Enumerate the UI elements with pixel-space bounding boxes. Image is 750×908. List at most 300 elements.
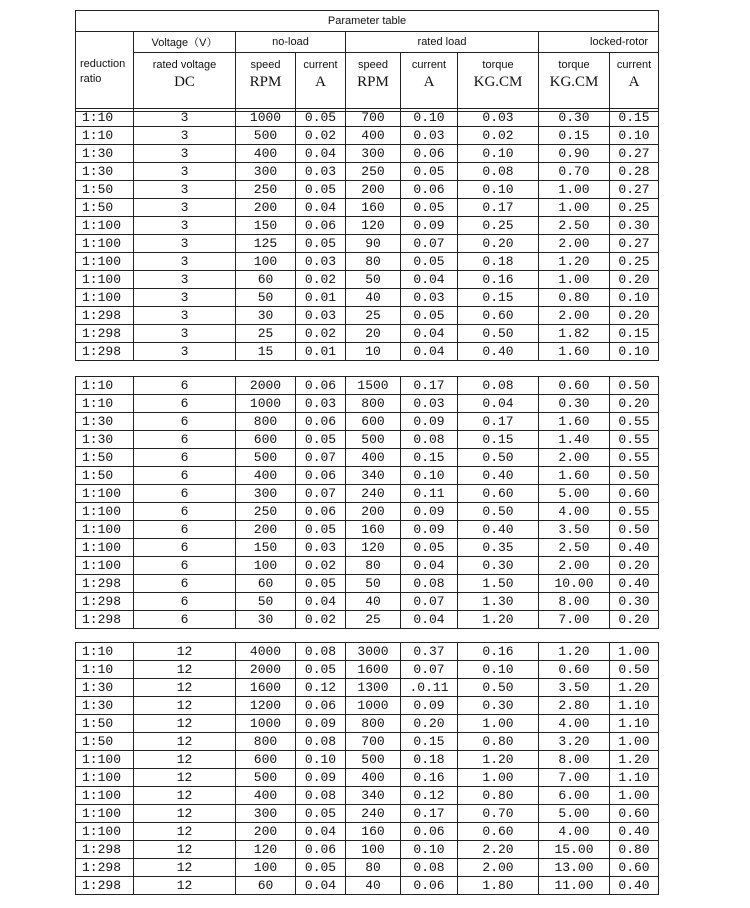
reduction-ratio-cell: 1:100 [76, 787, 134, 805]
table-row [76, 503, 659, 521]
locked-current-cell: 1.20 [610, 679, 659, 697]
rated-torque-cell: 0.10 [458, 181, 539, 199]
rated-voltage-cell: 12 [134, 733, 236, 751]
rated-current-cell: 0.07 [401, 661, 458, 679]
locked-torque-cell: 2.00 [539, 235, 610, 253]
rated-current-cell: 0.09 [401, 697, 458, 715]
rated-voltage-cell: 3 [134, 145, 236, 163]
rated-voltage-cell: 6 [134, 467, 236, 485]
locked-torque-cell: 4.00 [539, 715, 610, 733]
locked-current-cell: 0.55 [610, 449, 659, 467]
noload-current-cell: 0.03 [296, 395, 346, 413]
amp-unit: A [628, 74, 640, 90]
rated-voltage-cell: 12 [134, 679, 236, 697]
reduction-ratio-cell: 1:100 [76, 557, 134, 575]
noload-current-cell: 0.01 [296, 289, 346, 307]
rated-speed-cell: 50 [346, 271, 401, 289]
table-row [76, 235, 659, 253]
locked-torque-cell: 6.00 [539, 787, 610, 805]
reduction-ratio-cell: 1:30 [76, 697, 134, 715]
rated-current-cell: 0.17 [401, 377, 458, 395]
noload-current-cell: 0.04 [296, 145, 346, 163]
noload-current-cell: 0.04 [296, 823, 346, 841]
rpm-unit: RPM [249, 74, 282, 90]
rated-speed-cell: 1600 [346, 661, 401, 679]
table-row [76, 593, 659, 611]
no-load-current-header [296, 53, 346, 112]
rated-current-cell: 0.04 [401, 611, 458, 629]
noload-speed-cell: 2000 [236, 377, 296, 395]
reduction-ratio-cell: 1:298 [76, 841, 134, 859]
rated-torque-cell: 0.04 [458, 395, 539, 413]
locked-torque-cell: 0.60 [539, 661, 610, 679]
kgcm-unit: KG.CM [473, 74, 523, 90]
rated-current-cell: 0.08 [401, 431, 458, 449]
rated-speed-cell: 1500 [346, 377, 401, 395]
locked-torque-cell: 1.00 [539, 181, 610, 199]
locked-rotor-group-header: locked-rotor [539, 32, 659, 53]
noload-current-cell: 0.02 [296, 127, 346, 145]
rated-current-cell: 0.12 [401, 787, 458, 805]
rated-torque-cell: 1.00 [458, 769, 539, 787]
rated-speed-cell: 400 [346, 769, 401, 787]
rated-speed-cell: 800 [346, 395, 401, 413]
table-row [76, 751, 659, 769]
noload-speed-cell: 500 [236, 769, 296, 787]
rated-voltage-cell: 6 [134, 413, 236, 431]
rated-voltage-cell: 12 [134, 697, 236, 715]
locked-current-cell: 0.27 [610, 145, 659, 163]
locked-torque-cell: 4.00 [539, 823, 610, 841]
locked-current-cell: 0.20 [610, 307, 659, 325]
rated-torque-cell: 0.16 [458, 643, 539, 661]
noload-speed-cell: 100 [236, 859, 296, 877]
locked-torque-cell: 0.60 [539, 377, 610, 395]
reduction-ratio-cell: 1:100 [76, 539, 134, 557]
reduction-ratio-cell: 1:100 [76, 271, 134, 289]
table-row [76, 611, 659, 629]
reduction-ratio-cell: 1:50 [76, 733, 134, 751]
reduction-ratio-cell: 1:30 [76, 431, 134, 449]
rated-speed-header [346, 53, 401, 112]
noload-speed-cell: 300 [236, 485, 296, 503]
noload-speed-cell: 150 [236, 539, 296, 557]
current-label: current [616, 59, 652, 71]
locked-current-cell: 0.55 [610, 413, 659, 431]
reduction-ratio-cell: 1:50 [76, 715, 134, 733]
locked-current-cell: 0.50 [610, 661, 659, 679]
locked-torque-cell: 8.00 [539, 593, 610, 611]
noload-current-cell: 0.12 [296, 679, 346, 697]
rated-voltage-cell: 12 [134, 877, 236, 895]
table-block-6v [75, 376, 659, 629]
noload-speed-cell: 120 [236, 841, 296, 859]
table-row [76, 485, 659, 503]
rated-voltage-cell: 12 [134, 787, 236, 805]
locked-current-cell: 0.60 [610, 805, 659, 823]
rated-current-cell: 0.06 [401, 181, 458, 199]
noload-current-cell: 0.05 [296, 661, 346, 679]
table-row [76, 289, 659, 307]
noload-speed-cell: 250 [236, 181, 296, 199]
table-row [76, 325, 659, 343]
table-row [76, 575, 659, 593]
noload-speed-cell: 200 [236, 521, 296, 539]
rated-current-cell: 0.10 [401, 841, 458, 859]
noload-current-cell: 0.04 [296, 593, 346, 611]
noload-current-cell: 0.05 [296, 859, 346, 877]
table-row [76, 467, 659, 485]
rated-current-cell: 0.16 [401, 769, 458, 787]
noload-current-cell: 0.05 [296, 805, 346, 823]
locked-current-cell: 0.40 [610, 575, 659, 593]
no-load-group-header: no-load [236, 32, 346, 53]
locked-torque-cell: 13.00 [539, 859, 610, 877]
rated-voltage-cell: 6 [134, 485, 236, 503]
table-row [76, 127, 659, 145]
noload-speed-cell: 60 [236, 877, 296, 895]
rated-voltage-cell: 12 [134, 769, 236, 787]
rated-torque-cell: 0.60 [458, 485, 539, 503]
rated-voltage-cell: 6 [134, 539, 236, 557]
noload-speed-cell: 1000 [236, 715, 296, 733]
reduction-ratio-cell: 1:100 [76, 503, 134, 521]
table-row [76, 199, 659, 217]
rated-current-cell: 0.05 [401, 307, 458, 325]
reduction-ratio-cell: 1:10 [76, 377, 134, 395]
reduction-ratio-cell: 1:100 [76, 217, 134, 235]
table-row [76, 395, 659, 413]
rated-voltage-cell: 3 [134, 343, 236, 361]
rated-voltage-cell: 12 [134, 643, 236, 661]
rated-speed-cell: 700 [346, 733, 401, 751]
noload-current-cell: 0.02 [296, 611, 346, 629]
noload-speed-cell: 250 [236, 503, 296, 521]
table-row [76, 715, 659, 733]
reduction-ratio-cell: 1:10 [76, 643, 134, 661]
noload-speed-cell: 30 [236, 611, 296, 629]
noload-current-cell: 0.07 [296, 449, 346, 467]
voltage-group-header: Voltage（V） [134, 32, 236, 53]
rated-current-cell: 0.17 [401, 805, 458, 823]
rated-current-cell: 0.09 [401, 217, 458, 235]
locked-torque-cell: 1.60 [539, 467, 610, 485]
table-row [76, 343, 659, 361]
rated-torque-cell: 0.40 [458, 343, 539, 361]
noload-speed-cell: 500 [236, 449, 296, 467]
reduction-ratio-cell: 1:30 [76, 679, 134, 697]
rated-current-cell: 0.03 [401, 127, 458, 145]
reduction-ratio-cell: 1:100 [76, 235, 134, 253]
table-row [76, 217, 659, 235]
noload-current-cell: 0.05 [296, 235, 346, 253]
rated-voltage-cell: 12 [134, 859, 236, 877]
rpm-unit: RPM [357, 74, 389, 90]
noload-speed-cell: 100 [236, 557, 296, 575]
table-row [76, 449, 659, 467]
locked-current-cell: 0.55 [610, 431, 659, 449]
rated-speed-cell: 400 [346, 127, 401, 145]
table-row [76, 181, 659, 199]
table-row [76, 557, 659, 575]
rated-current-cell: 0.09 [401, 521, 458, 539]
rated-speed-cell: 240 [346, 805, 401, 823]
reduction-ratio-cell: 1:298 [76, 307, 134, 325]
noload-current-cell: 0.03 [296, 253, 346, 271]
rated-current-cell: 0.03 [401, 289, 458, 307]
rated-current-cell: 0.04 [401, 557, 458, 575]
reduction-ratio-cell: 1:10 [76, 109, 134, 127]
table-block-12v [75, 642, 659, 895]
rated-torque-cell: 0.25 [458, 217, 539, 235]
noload-speed-cell: 600 [236, 751, 296, 769]
rated-torque-cell: 0.15 [458, 289, 539, 307]
noload-speed-cell: 800 [236, 413, 296, 431]
noload-current-cell: 0.08 [296, 643, 346, 661]
rated-speed-cell: 40 [346, 593, 401, 611]
locked-torque-cell: 1.20 [539, 253, 610, 271]
rated-current-cell: 0.11 [401, 485, 458, 503]
rated-voltage-label: rated voltage [152, 59, 217, 71]
locked-current-cell: 0.20 [610, 611, 659, 629]
rated-voltage-cell: 12 [134, 841, 236, 859]
rated-voltage-cell: 3 [134, 217, 236, 235]
reduction-ratio-cell: 1:100 [76, 521, 134, 539]
rated-voltage-cell: 12 [134, 751, 236, 769]
rated-speed-cell: 3000 [346, 643, 401, 661]
reduction-ratio-cell: 1:100 [76, 751, 134, 769]
table-row [76, 431, 659, 449]
rated-voltage-cell: 3 [134, 325, 236, 343]
rated-torque-cell: 0.03 [458, 109, 539, 127]
noload-current-cell: 0.03 [296, 539, 346, 557]
locked-current-cell: 0.20 [610, 557, 659, 575]
locked-current-cell: 0.10 [610, 289, 659, 307]
rated-torque-cell: 0.15 [458, 431, 539, 449]
reduction-ratio-cell: 1:100 [76, 769, 134, 787]
rated-speed-cell: 50 [346, 575, 401, 593]
rated-torque-cell: 0.30 [458, 557, 539, 575]
rated-torque-cell: 0.70 [458, 805, 539, 823]
table-row [76, 539, 659, 557]
rated-torque-cell: 0.18 [458, 253, 539, 271]
rated-load-group-header: rated load [346, 32, 539, 53]
locked-current-cell: 0.50 [610, 521, 659, 539]
rated-voltage-cell: 3 [134, 109, 236, 127]
current-label: current [411, 59, 447, 71]
table-row [76, 805, 659, 823]
locked-current-cell: 0.50 [610, 467, 659, 485]
rated-speed-cell: 120 [346, 539, 401, 557]
rated-voltage-cell: 3 [134, 163, 236, 181]
reduction-ratio-cell: 1:10 [76, 395, 134, 413]
torque-label: torque [482, 59, 514, 71]
locked-torque-cell: 2.00 [539, 557, 610, 575]
rated-torque-cell: 2.20 [458, 841, 539, 859]
rated-current-header [401, 53, 458, 112]
locked-current-cell: 1.00 [610, 787, 659, 805]
noload-current-cell: 0.09 [296, 715, 346, 733]
rated-voltage-cell: 3 [134, 127, 236, 145]
rated-speed-cell: 300 [346, 145, 401, 163]
reduction-ratio-cell: 1:50 [76, 181, 134, 199]
noload-current-cell: 0.05 [296, 181, 346, 199]
rated-torque-header [458, 53, 539, 112]
rated-speed-cell: 250 [346, 163, 401, 181]
table-row [76, 271, 659, 289]
noload-speed-cell: 125 [236, 235, 296, 253]
rated-torque-cell: 0.80 [458, 787, 539, 805]
locked-current-cell: 0.55 [610, 503, 659, 521]
table-row [76, 661, 659, 679]
rated-speed-cell: 400 [346, 449, 401, 467]
noload-current-cell: 0.03 [296, 163, 346, 181]
rated-current-cell: 0.09 [401, 503, 458, 521]
noload-speed-cell: 30 [236, 307, 296, 325]
rated-speed-cell: 80 [346, 557, 401, 575]
reduction-ratio-cell: 1:298 [76, 859, 134, 877]
noload-speed-cell: 400 [236, 787, 296, 805]
noload-speed-cell: 300 [236, 805, 296, 823]
noload-speed-cell: 15 [236, 343, 296, 361]
rated-torque-cell: 0.50 [458, 325, 539, 343]
rated-voltage-cell: 3 [134, 307, 236, 325]
table-row [76, 769, 659, 787]
locked-torque-cell: 2.00 [539, 449, 610, 467]
table-row [76, 787, 659, 805]
locked-torque-cell: 3.50 [539, 521, 610, 539]
table-row [76, 643, 659, 661]
rated-speed-cell: 40 [346, 877, 401, 895]
noload-current-cell: 0.06 [296, 217, 346, 235]
noload-speed-cell: 1200 [236, 697, 296, 715]
rated-torque-cell: 0.02 [458, 127, 539, 145]
locked-current-cell: 0.20 [610, 395, 659, 413]
rated-torque-cell: 0.50 [458, 449, 539, 467]
reduction-ratio-cell: 1:30 [76, 145, 134, 163]
locked-torque-cell: 5.00 [539, 805, 610, 823]
noload-current-cell: 0.05 [296, 521, 346, 539]
noload-speed-cell: 600 [236, 431, 296, 449]
locked-torque-cell: 4.00 [539, 503, 610, 521]
table-row [76, 145, 659, 163]
rated-speed-cell: 120 [346, 217, 401, 235]
rated-speed-cell: 10 [346, 343, 401, 361]
reduction-ratio-cell: 1:298 [76, 877, 134, 895]
rated-speed-cell: 340 [346, 467, 401, 485]
reduction-ratio-cell: 1:50 [76, 467, 134, 485]
reduction-ratio-cell: 1:30 [76, 163, 134, 181]
reduction-ratio-cell: 1:298 [76, 343, 134, 361]
rated-current-cell: 0.06 [401, 823, 458, 841]
table-block-3v [75, 108, 659, 361]
reduction-ratio-cell: 1:298 [76, 325, 134, 343]
rated-voltage-cell: 3 [134, 253, 236, 271]
noload-speed-cell: 200 [236, 199, 296, 217]
rated-current-cell: 0.05 [401, 539, 458, 557]
locked-torque-cell: 1.00 [539, 271, 610, 289]
noload-current-cell: 0.06 [296, 503, 346, 521]
rated-torque-cell: 1.20 [458, 611, 539, 629]
reduction-ratio-cell: 1:298 [76, 611, 134, 629]
rated-speed-cell: 80 [346, 859, 401, 877]
rated-current-cell: 0.20 [401, 715, 458, 733]
rated-current-cell: .0.11 [401, 679, 458, 697]
locked-torque-cell: 7.00 [539, 769, 610, 787]
locked-current-cell: 0.80 [610, 841, 659, 859]
table-row [76, 377, 659, 395]
rated-voltage-cell: 6 [134, 521, 236, 539]
noload-speed-cell: 50 [236, 593, 296, 611]
locked-current-cell: 0.30 [610, 217, 659, 235]
rated-current-cell: 0.05 [401, 253, 458, 271]
table-title: Parameter table [76, 11, 659, 32]
table-row [76, 823, 659, 841]
noload-speed-cell: 1000 [236, 395, 296, 413]
rated-current-cell: 0.07 [401, 593, 458, 611]
locked-current-cell: 0.20 [610, 271, 659, 289]
rated-torque-cell: 0.30 [458, 697, 539, 715]
locked-current-cell: 0.28 [610, 163, 659, 181]
rated-current-cell: 0.07 [401, 235, 458, 253]
locked-torque-cell: 8.00 [539, 751, 610, 769]
reduction-ratio-cell: 1:100 [76, 289, 134, 307]
rated-torque-cell: 0.50 [458, 679, 539, 697]
locked-torque-cell: 2.00 [539, 307, 610, 325]
noload-current-cell: 0.06 [296, 377, 346, 395]
reduction-ratio-cell: 1:50 [76, 199, 134, 217]
table-row [76, 413, 659, 431]
noload-current-cell: 0.07 [296, 485, 346, 503]
locked-torque-cell: 0.30 [539, 395, 610, 413]
noload-current-cell: 0.08 [296, 787, 346, 805]
rated-speed-cell: 340 [346, 787, 401, 805]
rated-voltage-cell: 6 [134, 557, 236, 575]
rated-speed-cell: 200 [346, 503, 401, 521]
rated-voltage-cell: 3 [134, 271, 236, 289]
noload-speed-cell: 60 [236, 575, 296, 593]
rated-torque-cell: 1.80 [458, 877, 539, 895]
rated-speed-cell: 1000 [346, 697, 401, 715]
noload-current-cell: 0.06 [296, 697, 346, 715]
rated-voltage-cell: 3 [134, 289, 236, 307]
rated-speed-cell: 160 [346, 823, 401, 841]
rated-torque-cell: 1.30 [458, 593, 539, 611]
noload-current-cell: 0.05 [296, 431, 346, 449]
rated-voltage-cell: 6 [134, 449, 236, 467]
rated-current-cell: 0.15 [401, 449, 458, 467]
rated-current-cell: 0.37 [401, 643, 458, 661]
reduction-ratio-cell: 1:30 [76, 413, 134, 431]
noload-current-cell: 0.02 [296, 325, 346, 343]
rated-speed-cell: 500 [346, 751, 401, 769]
noload-speed-cell: 60 [236, 271, 296, 289]
locked-current-cell: 1.20 [610, 751, 659, 769]
kgcm-unit: KG.CM [549, 74, 599, 90]
locked-torque-cell: 0.90 [539, 145, 610, 163]
noload-speed-cell: 400 [236, 467, 296, 485]
locked-torque-cell: 2.50 [539, 539, 610, 557]
rated-voltage-cell: 6 [134, 575, 236, 593]
rated-torque-cell: 0.40 [458, 521, 539, 539]
parameter-table-header [75, 10, 659, 112]
rated-torque-cell: 1.00 [458, 715, 539, 733]
rated-speed-cell: 25 [346, 307, 401, 325]
locked-current-cell: 0.40 [610, 877, 659, 895]
reduction-ratio-cell: 1:100 [76, 253, 134, 271]
locked-torque-cell: 1.60 [539, 413, 610, 431]
reduction-ratio-cell: 1:50 [76, 449, 134, 467]
